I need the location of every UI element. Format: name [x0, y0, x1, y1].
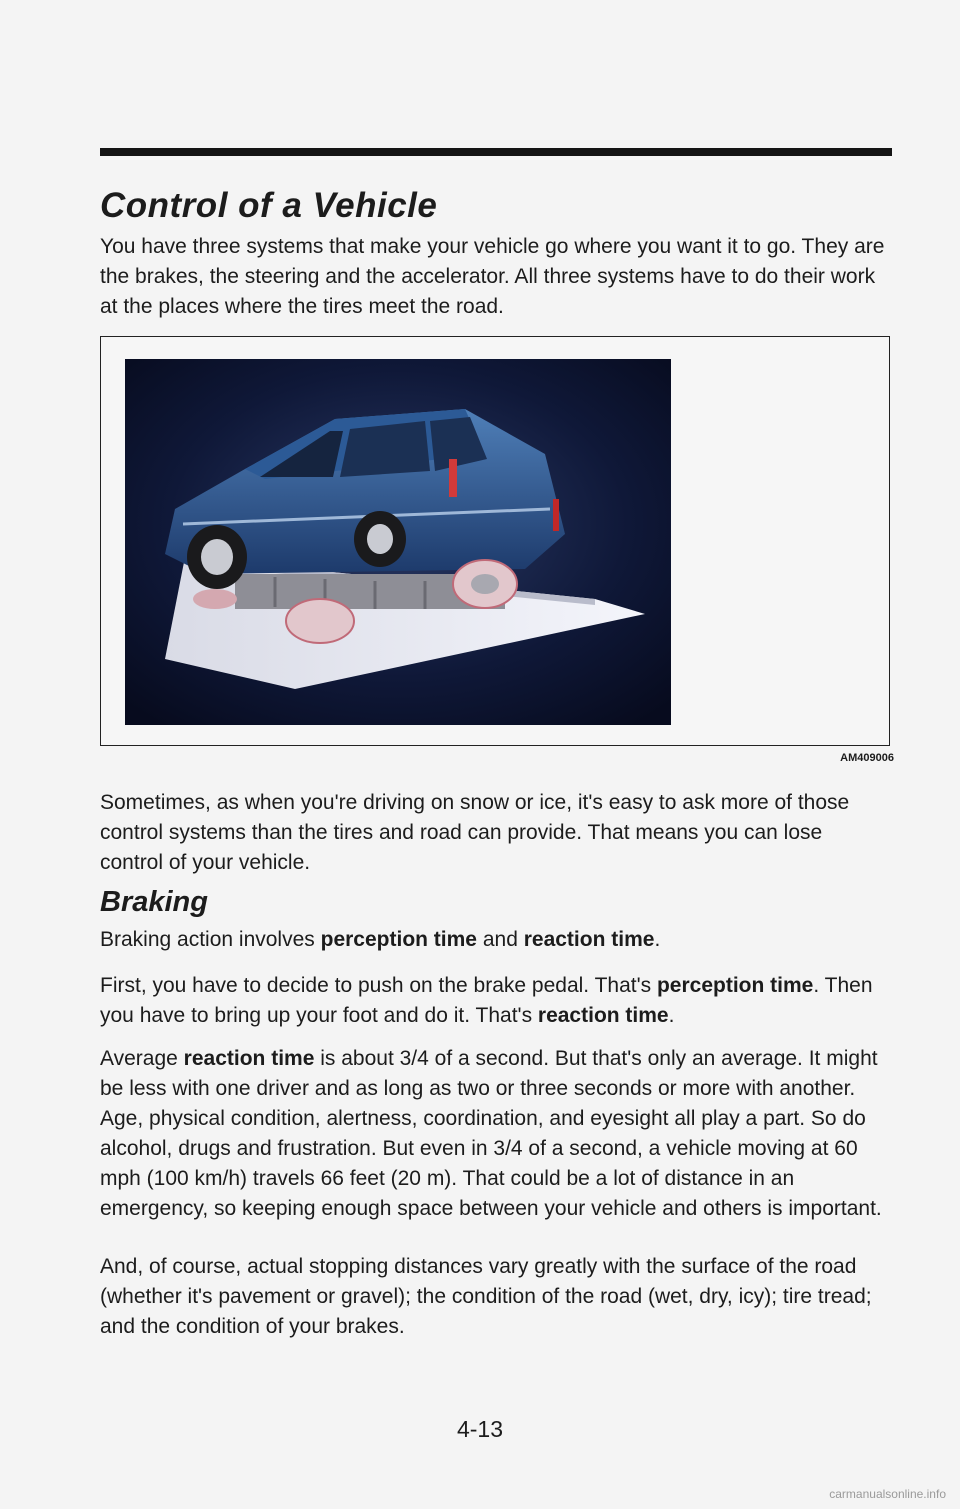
- figure-code: AM409006: [840, 752, 894, 764]
- intro-paragraph: You have three systems that make your vehicle go where you want it to go. They are the brakes, the steering and the accelerator. All three systems have to do their work at the places where the tires meet the road.: [100, 235, 885, 318]
- term-reaction-time: reaction time: [537, 1004, 669, 1027]
- braking-paragraph-2: [100, 971, 890, 1031]
- braking-paragraph-3: [100, 1044, 890, 1224]
- text: Average: [100, 1047, 184, 1070]
- text: .: [654, 928, 661, 951]
- term-perception-time: perception time: [320, 928, 477, 951]
- header-rule: [100, 148, 892, 156]
- text: and: [477, 928, 524, 951]
- footer-watermark: carmanualsonline.info: [829, 1487, 946, 1501]
- term-reaction-time: reaction time: [523, 928, 655, 951]
- text: .: [668, 1004, 675, 1027]
- vehicle-illustration: [125, 359, 671, 725]
- after-figure-paragraph: Sometimes, as when you're driving on snow or ice, it's easy to ask more of those control systems than the tires and road can provide. That means you can lose control of your vehicle.: [100, 791, 850, 874]
- vehicle-figure: [100, 336, 890, 746]
- braking-heading: Braking: [100, 886, 208, 918]
- text: Braking action involves: [100, 928, 321, 951]
- term-perception-time: perception time: [656, 974, 814, 997]
- braking-paragraph-4: And, of course, actual stopping distances vary greatly with the surface of the road (whether it's pavement or gravel); the condition of the road (wet, dry, icy); tire tread; and the condition of your brakes.: [100, 1255, 872, 1338]
- page-number: 4-13: [456, 1416, 504, 1442]
- text: . Then you have to bring up your foot and do it. That's: [100, 974, 873, 1027]
- braking-paragraph-1: [100, 925, 890, 955]
- text: is about 3/4 of a second. But that's only an average. It might be less with one driver and as long as two or three seconds or more with another. Age, physical condition, alertness, coordination, and eyesight all play a part. So do alcohol, drugs and frustration. But even in 3/4 of a second, a vehicle moving at 60 mph (100 km/h) travels 66 feet (20 m). That could be a lot of distance in an emergency, so keeping enough space between your vehicle and others is important.: [100, 1047, 882, 1220]
- term-reaction-time: reaction time: [183, 1047, 315, 1070]
- section-title: Control of a Vehicle: [100, 186, 438, 225]
- text: First, you have to decide to push on the brake pedal. That's: [100, 974, 657, 997]
